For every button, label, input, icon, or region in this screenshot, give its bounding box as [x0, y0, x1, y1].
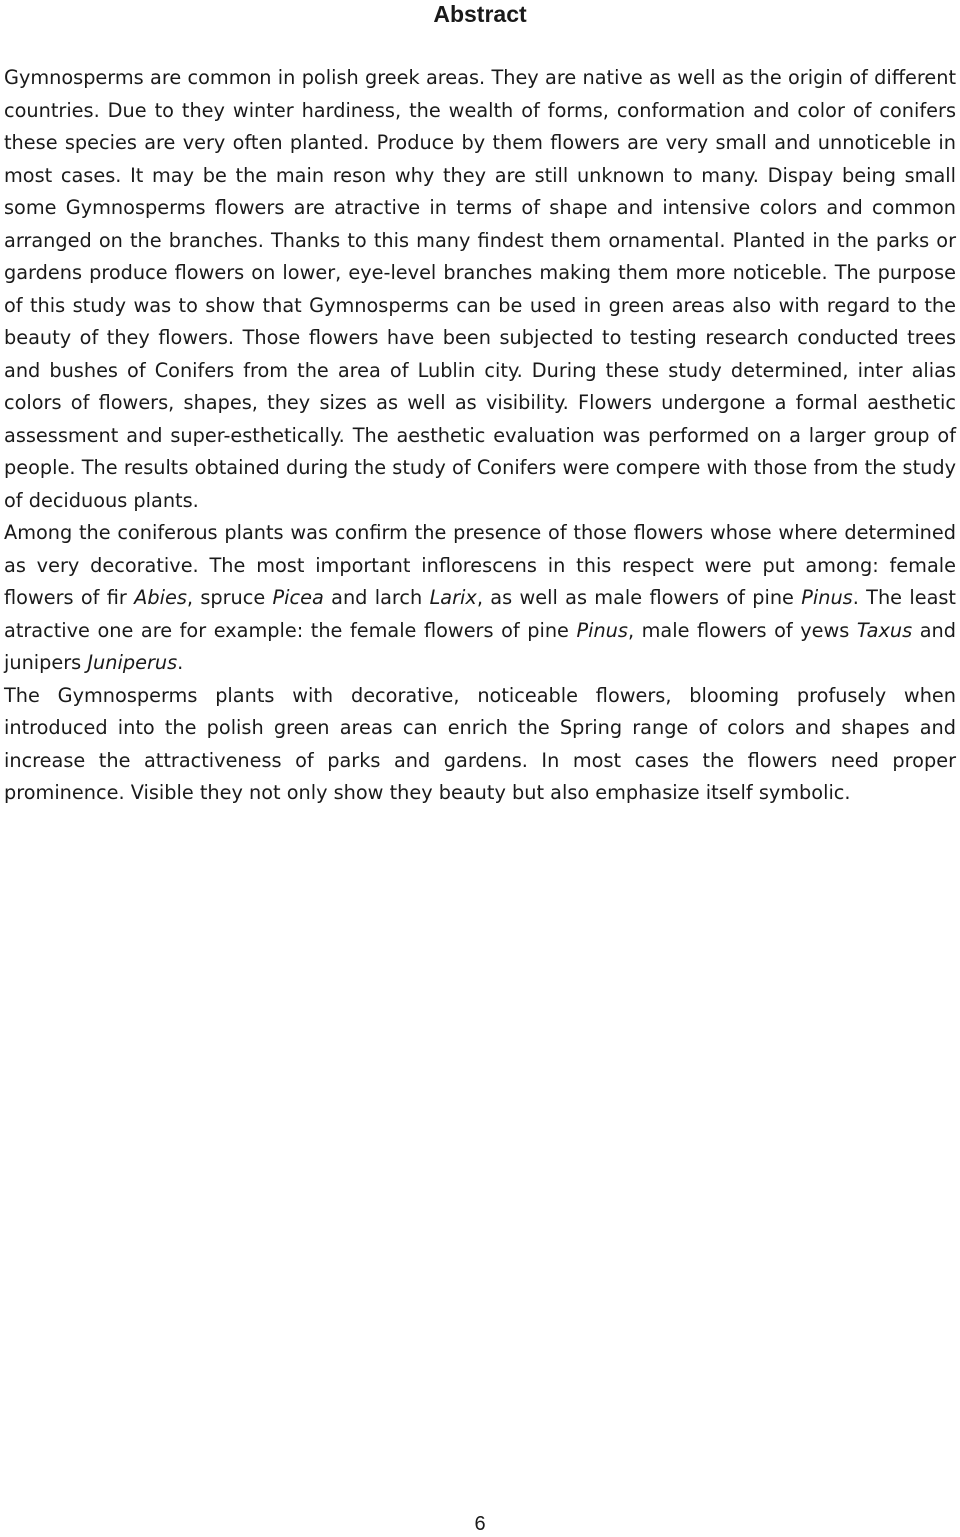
taxon-name: Juniperus [87, 651, 178, 674]
paragraph-text: . [177, 651, 184, 674]
paragraph-text: , male flowers of yews [627, 618, 857, 642]
taxon-name: Taxus [856, 618, 913, 642]
paragraph-text: Among the coniferous plants was confirm the presence of those flowers whose where determined as very decorative. The most important inflorescens in this respect were put among: female flowers of fir [4, 521, 956, 609]
paragraph-text: The Gymnosperms plants with decorative, noticeable flowers, blooming profusely when introduced into the polish green areas can enrich the Spring range of colors and shapes and increase the attractiveness of parks and gardens. In most cases the flowers need proper prominence. Visible they not only show they beauty but also emphasize itself symbolic. [4, 683, 956, 804]
paragraph-text: and junipers [4, 618, 957, 674]
taxon-name: Pinus [576, 618, 628, 642]
taxon-name: Picea [272, 586, 324, 609]
taxon-name: Abies [134, 586, 187, 609]
paragraph-text: , spruce [186, 586, 273, 609]
abstract-title: Abstract [433, 1, 527, 27]
taxon-name: Pinus [801, 586, 853, 609]
taxon-name: Larix [429, 586, 477, 609]
paragraph-text: . The least atractive one are for example: the female flowers of pine [4, 586, 956, 642]
paragraph-text: , as well as male flowers of pine [476, 586, 802, 609]
paragraph-text: and larch [323, 586, 430, 609]
abstract-paragraph [4, 62, 956, 517]
abstract-paragraph [4, 517, 956, 680]
document-page [4, 0, 956, 1537]
abstract-body [4, 62, 956, 810]
abstract-paragraph [4, 680, 956, 810]
paragraph-text: Gymnosperms are common in polish greek areas. They are native as well as the origin of different countries. Due to they winter hardiness, the wealth of forms, conformation and color of conifers these species are very often planted. Produce by them flowers are very small and unnoticeble in most cases. It may be the main reson why they are still unknown to many. Dispay being small some Gymnosperms flowers are atractive in terms of shape and intensive colors and common arranged on the branches. Thanks to this many findest them ornamental. Planted in the parks or gardens produce flowers on lower, eye-level branches making them more noticeble. The purpose of this study was to show that Gymnosperms can be used in green areas also with regard to the beauty of they flowers. Those flowers have been subjected to testing research conducted trees and bushes of Conifers from the area of Lublin city. During these study determined, inter alias colors of flowers, shapes, they sizes as well as visibility. Flowers undergone a formal aesthetic assessment and super-esthetically. The aesthetic evaluation was performed on a larger group of people. The results obtained during the study of Conifers were compere with those from the study of deciduous plants. [4, 66, 956, 512]
page-number: 6 [474, 1513, 486, 1535]
